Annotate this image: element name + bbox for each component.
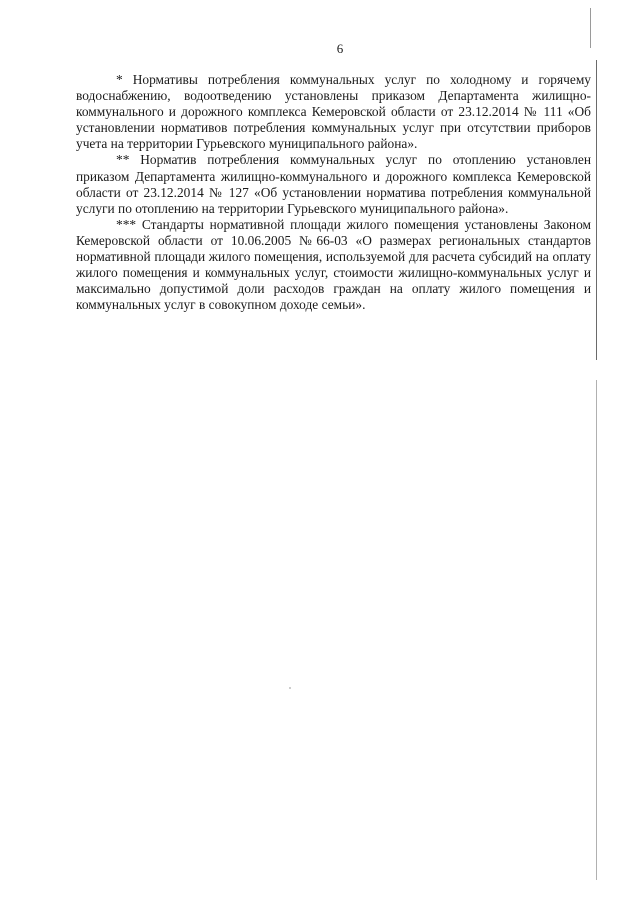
scan-edge-line-lower [596, 380, 597, 880]
scan-speck [289, 687, 291, 689]
footnotes-block [76, 72, 591, 313]
footnote-heating-standard: ** Норматив потребления коммунальных услуг по отоплению установлен приказом Департамента жилищно-коммунального и дорожного комплекса Кемеровской области от 23.12.2014 № 127 «Об установлении норматива потребления коммунальной услуги по отоплению на территории Гурьевского муниципального района». [76, 152, 591, 216]
footnote-water-standards: * Нормативы потребления коммунальных услуг по холодному и горячему водоснабжению, водоотведению установлены приказом Департамента жилищно-коммунального и дорожного комплекса Кемеровской области от 23.12.2014 № 111 «Об установлении нормативов потребления коммунальных услуг при отсутствии приборов учета на территории Гурьевского муниципального района». [76, 72, 591, 152]
footnote-housing-area-standards: *** Стандарты нормативной площади жилого помещения установлены Законом Кемеровской области от 10.06.2005 №66-03 «О размерах региональных стандартов нормативной площади жилого помещения, используемой для расчета субсидий на оплату жилого помещения и коммунальных услуг, стоимости жилищно-коммунальных услуг и максимально допустимой доли расходов граждан на оплату жилого помещения и коммунальных услуг в совокупном доходе семьи». [76, 216, 591, 313]
page-number: 6 [336, 41, 344, 56]
scan-edge-line [596, 60, 597, 360]
